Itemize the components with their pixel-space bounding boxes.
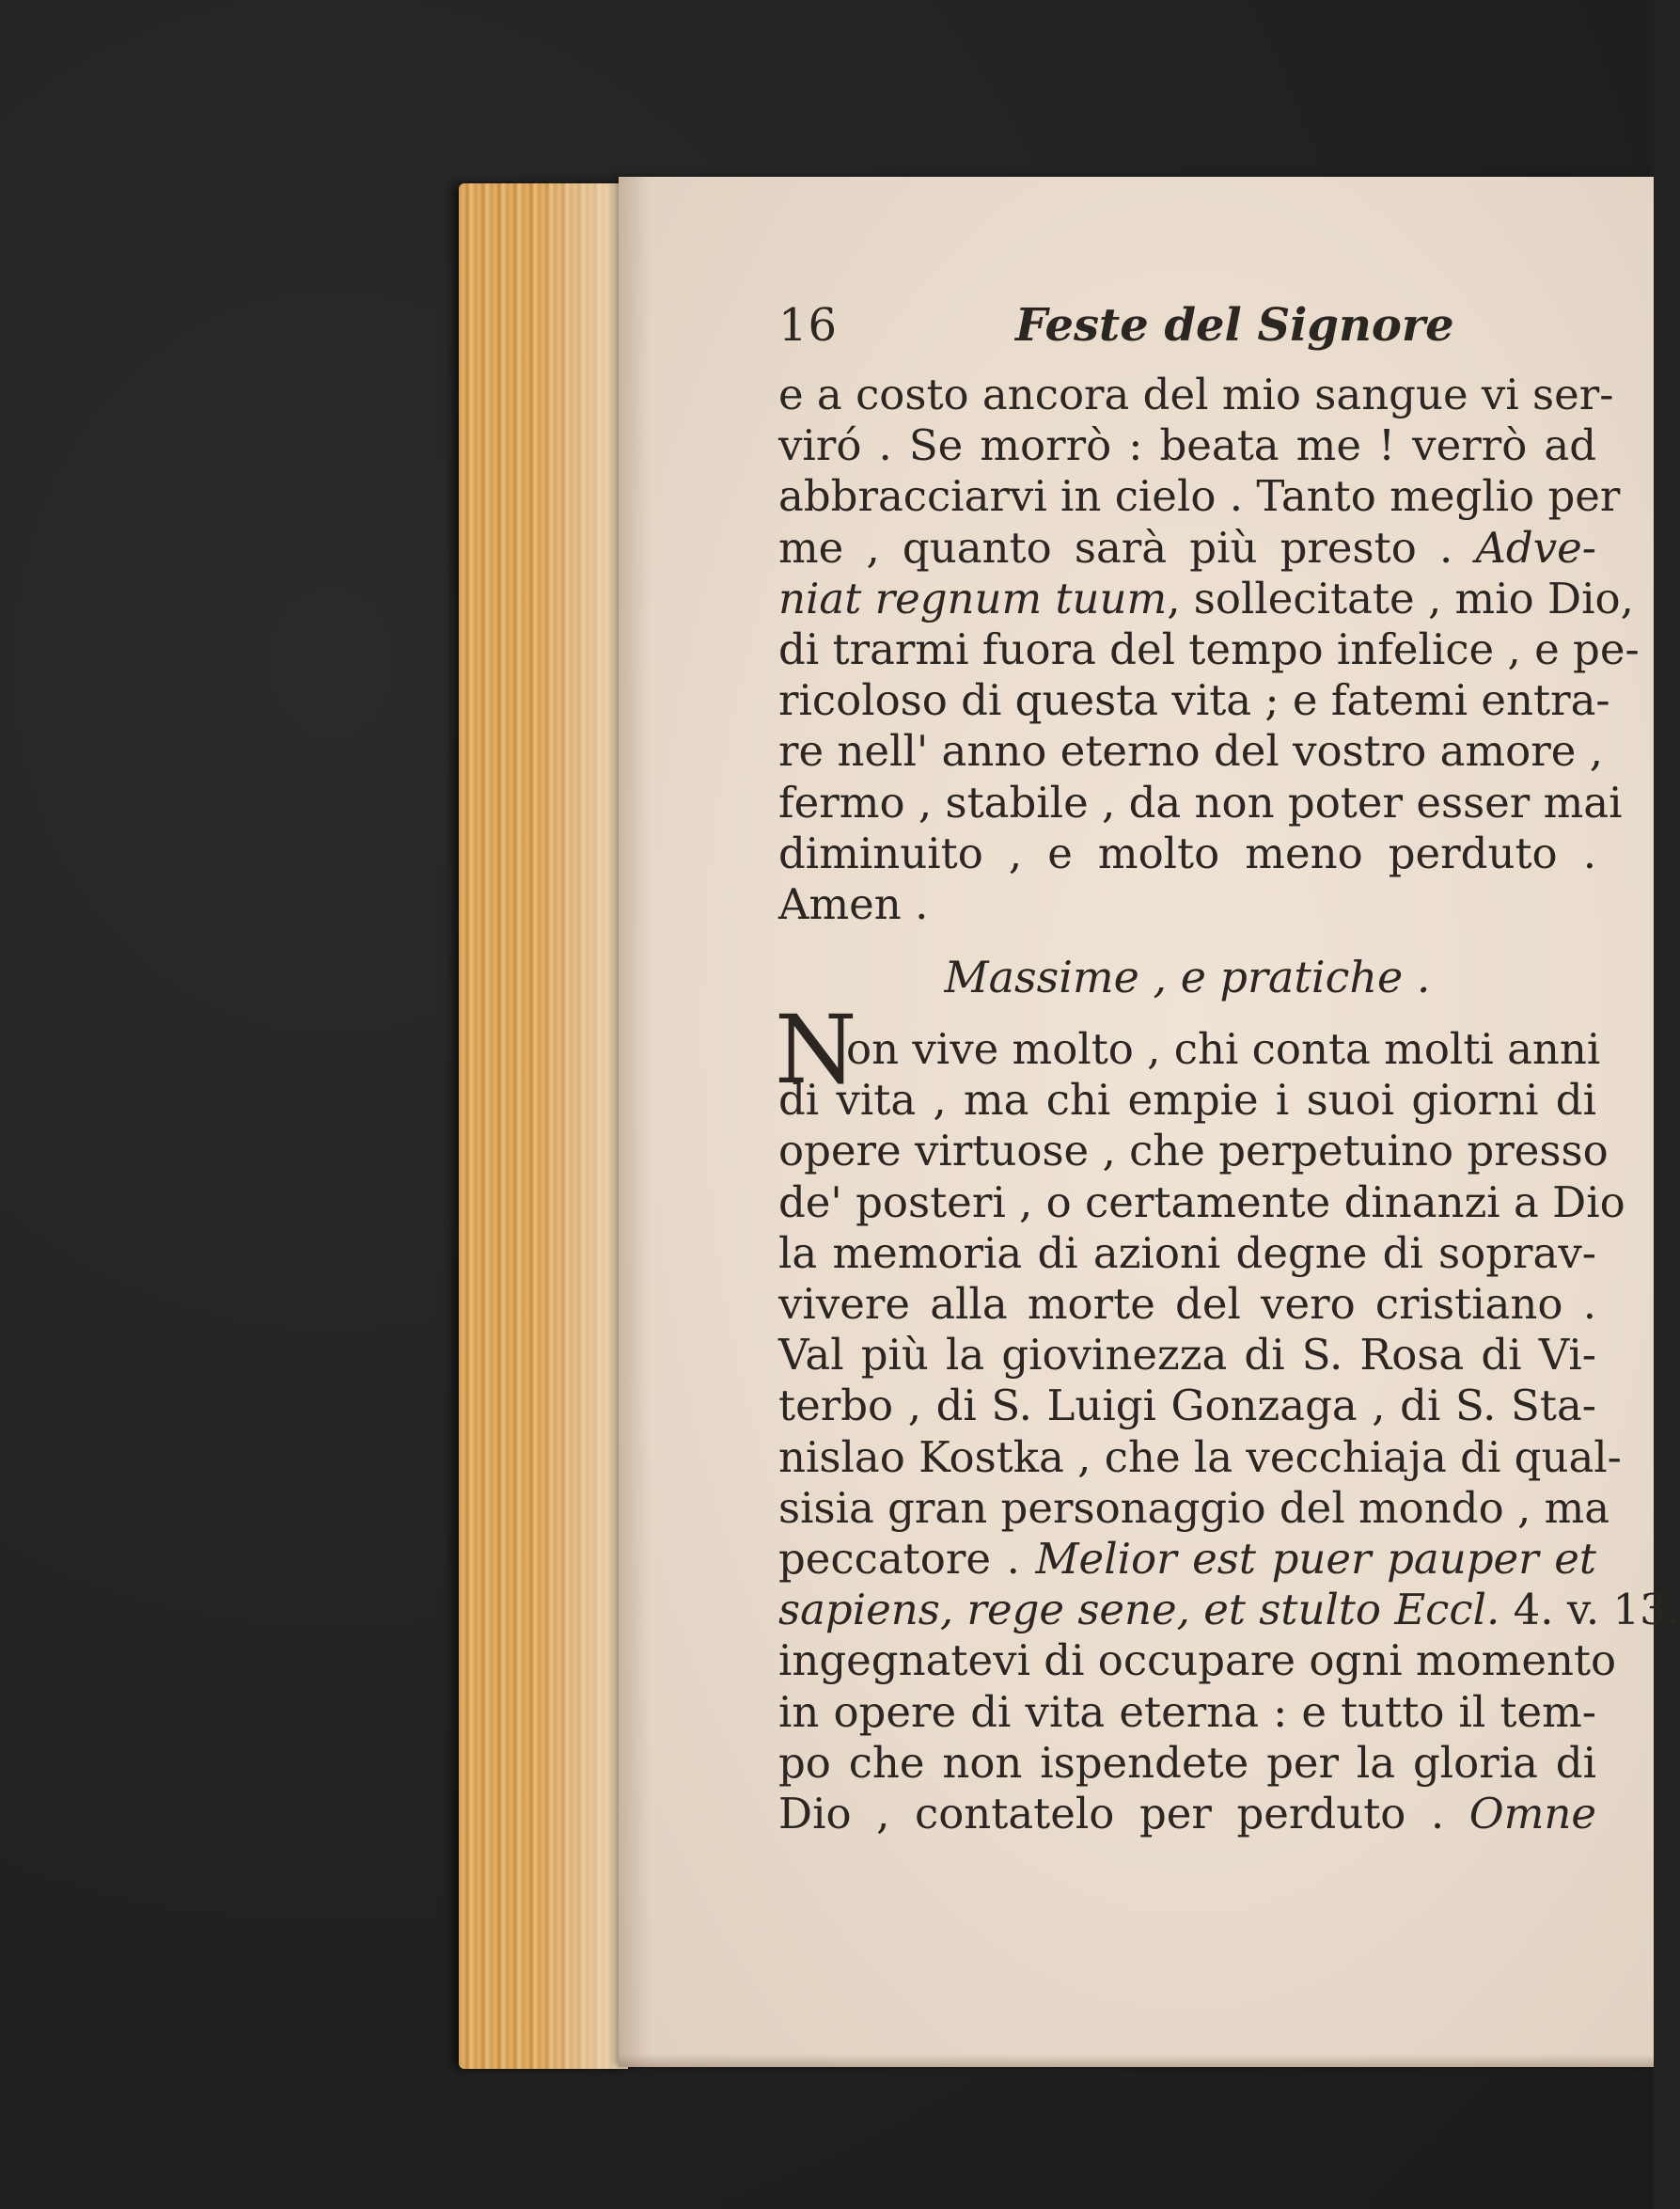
- page-header: [778, 299, 1596, 370]
- text-line: [778, 523, 1596, 574]
- catchword: Omne: [1468, 1788, 1596, 1838]
- citation: 4. v. 13.: [1513, 1585, 1680, 1635]
- latin-quote: niat regnum tuum: [778, 573, 1168, 623]
- page-text-block: [775, 299, 1680, 1839]
- text-line: ingegnatevi di occupare ogni momento: [778, 1635, 1617, 1686]
- text-fragment: on vive molto , chi conta molti anni: [846, 1024, 1601, 1075]
- text-line: Amen .: [778, 878, 929, 929]
- latin-quote: Adve-: [1475, 522, 1596, 573]
- text-line: viró . Se morrò : beata me ! verrò ad: [778, 420, 1596, 471]
- text-line: di trarmi fuora del tempo infelice , e pe-: [778, 623, 1640, 674]
- page-number: 16: [778, 299, 839, 352]
- drop-cap: N: [775, 995, 857, 1106]
- text-line: [778, 1585, 1680, 1635]
- text-line: abbracciarvi in cielo . Tanto meglio per: [778, 471, 1621, 522]
- text-line: sisia gran personaggio del mondo , ma: [778, 1482, 1610, 1533]
- text-line: di vita , ma chi empie i suoi giorni di: [778, 1075, 1596, 1126]
- text-line: e a costo ancora del mio sangue vi ser-: [778, 370, 1614, 419]
- text-line: po che non ispendete per la gloria di: [778, 1737, 1596, 1788]
- text-line: [778, 1534, 1596, 1585]
- text-line: opere virtuose , che perpetuino presso: [778, 1126, 1609, 1176]
- text-fragment: , sollecitate , mio Dio,: [1167, 573, 1634, 623]
- text-fragment: me , quanto sarà più presto .: [778, 522, 1453, 573]
- text-line: de' posteri , o certamente dinanzi a Dio: [778, 1176, 1625, 1227]
- text-line: la memoria di azioni degne di soprav-: [778, 1227, 1596, 1278]
- text-line: vivere alla morte del vero cristiano .: [778, 1279, 1596, 1329]
- text-fragment: Dio , contatelo per perduto .: [778, 1788, 1445, 1838]
- text-line: diminuito , e molto meno perduto .: [778, 828, 1596, 878]
- latin-quote: Melior est puer pauper et: [1035, 1533, 1596, 1584]
- text-line: [778, 1789, 1596, 1839]
- text-line: terbo , di S. Luigi Gonzaga , di S. Sta-: [778, 1381, 1596, 1431]
- text-fragment: peccatore .: [778, 1533, 1020, 1584]
- text-line: nislao Kostka , che la vecchiaja di qual-: [778, 1431, 1622, 1482]
- latin-quote: sapiens, rege sene, et stulto Eccl.: [778, 1585, 1500, 1635]
- text-line: fermo , stabile , da non poter esser mai: [778, 777, 1623, 828]
- section-heading: Massime , e pratiche .: [944, 952, 1431, 1003]
- text-line: Val più la giovinezza di S. Rosa di Vi-: [778, 1330, 1596, 1381]
- running-title: Feste del Signore: [1015, 299, 1454, 352]
- text-line: ricoloso di questa vita ; e fatemi entra-: [778, 675, 1610, 726]
- book-page-edges: [459, 183, 628, 2069]
- text-line: [778, 573, 1634, 624]
- text-line: in opere di vita eterna : e tutto il tem-: [778, 1686, 1596, 1737]
- text-line: re nell' anno eterno del vostro amore ,: [778, 726, 1604, 777]
